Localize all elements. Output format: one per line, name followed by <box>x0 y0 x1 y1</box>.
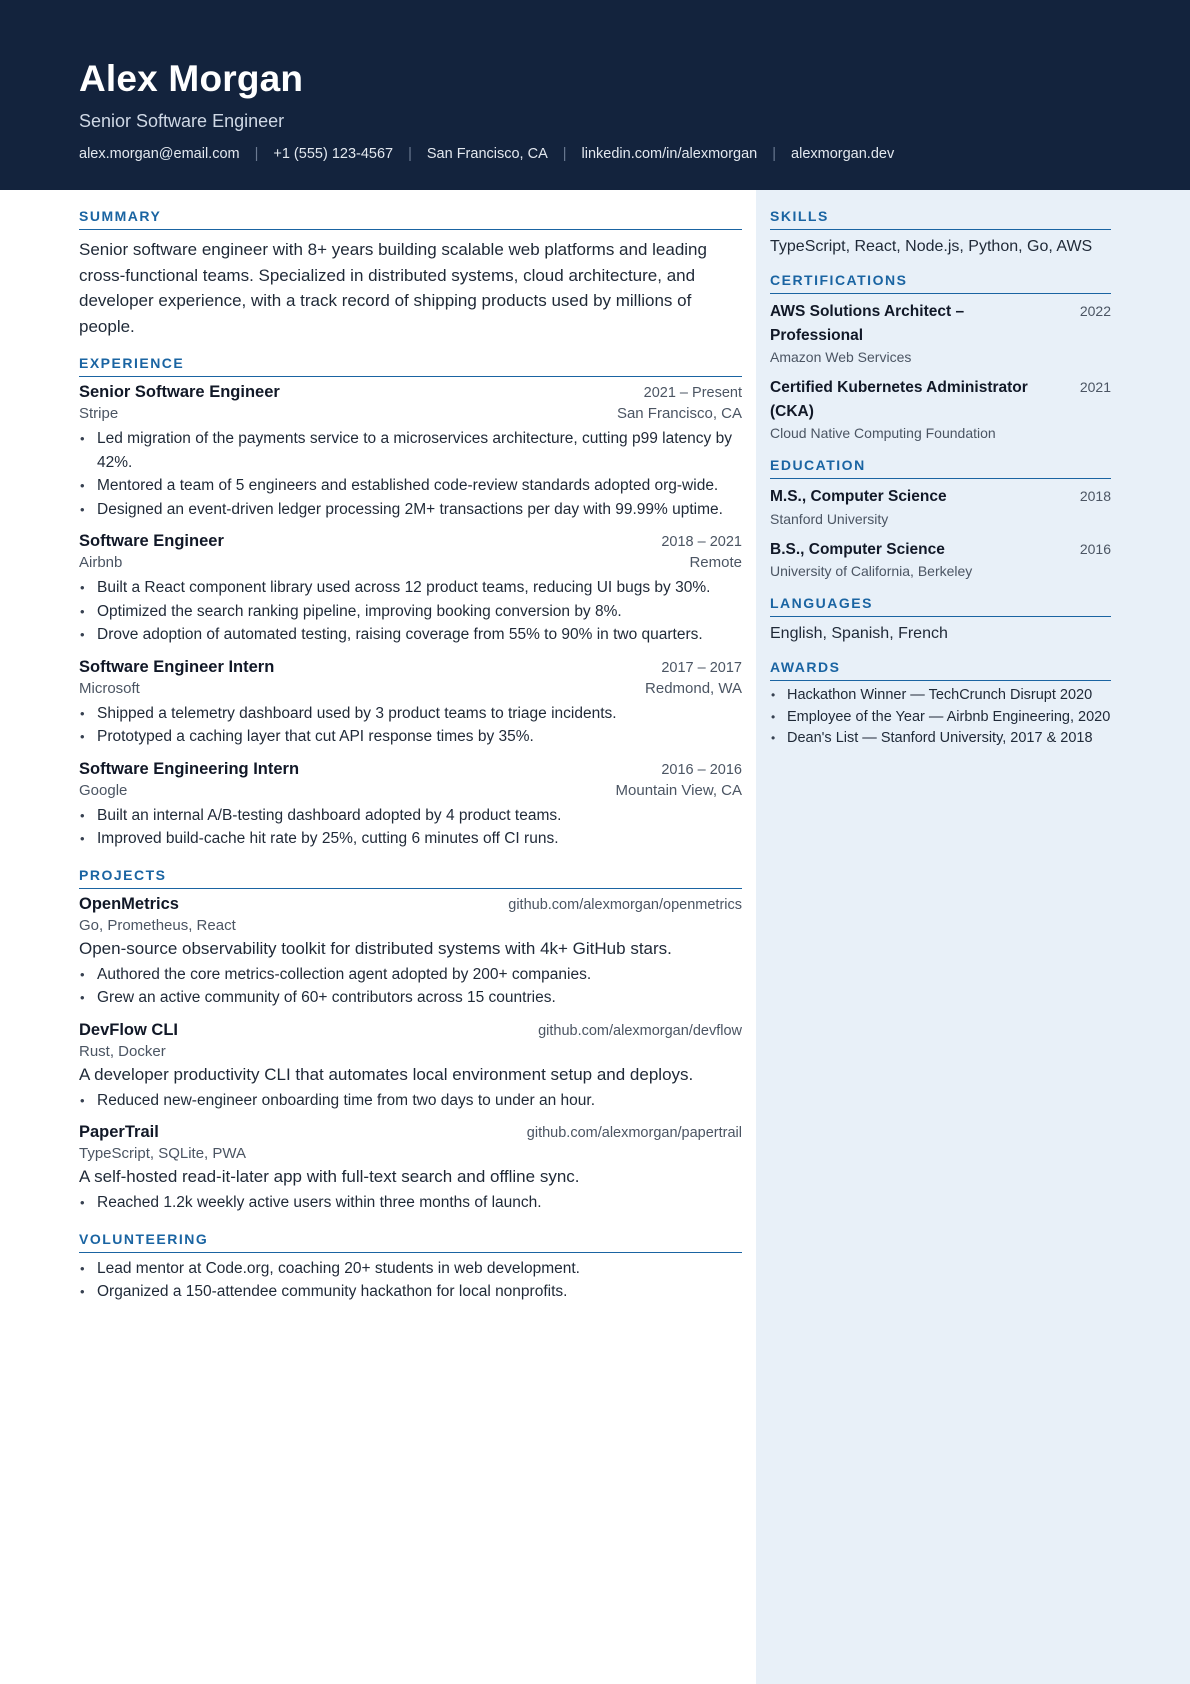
section-heading: SUMMARY <box>79 208 742 230</box>
certification-year: 2021 <box>1079 379 1111 395</box>
education-year: 2016 <box>1079 540 1111 557</box>
education-entry <box>770 485 1111 529</box>
job-entry <box>79 758 742 851</box>
certification-name: AWS Solutions Architect – Professional <box>770 303 965 344</box>
certifications-section <box>770 272 1111 443</box>
resume-header <box>0 0 1190 190</box>
project-name: DevFlow CLI <box>79 1020 179 1039</box>
job-entry <box>79 530 742 647</box>
contact-separator: | <box>408 146 412 162</box>
candidate-title: Senior Software Engineer <box>79 111 285 131</box>
skills-text: TypeScript, React, Node.js, Python, Go, AWS <box>770 238 1093 255</box>
bullet-item: • Drove adoption of automated testing, raising coverage from 55% to 90% in two quarters. <box>79 623 742 647</box>
section-heading: VOLUNTEERING <box>79 1231 742 1253</box>
contact-location: San Francisco, CA <box>426 146 548 162</box>
certification-entry <box>770 300 1111 367</box>
job-company: Airbnb <box>79 554 123 571</box>
bullet-item: • Grew an active community of 60+ contributors across 15 countries. <box>79 986 742 1010</box>
contact-bar <box>79 145 1190 163</box>
side-column <box>770 190 1111 750</box>
contact-linkedin[interactable]: linkedin.com/in/alexmorgan <box>581 146 758 162</box>
job-entry <box>79 656 742 749</box>
certification-issuer: Cloud Native Computing Foundation <box>770 425 996 441</box>
bullet-item: • Built an internal A/B-testing dashboard adopted by 4 product teams. <box>79 804 742 828</box>
job-bullets <box>79 427 742 521</box>
bullet-item: • Organized a 150-attendee community hackathon for local nonprofits. <box>79 1280 742 1304</box>
job-company: Stripe <box>79 405 119 422</box>
project-stack: Rust, Docker <box>79 1042 166 1060</box>
section-heading: CERTIFICATIONS <box>770 272 1111 294</box>
project-bullets <box>79 1089 742 1113</box>
bullet-item: • Improved build-cache hit rate by 25%, cutting 6 minutes off CI runs. <box>79 827 742 851</box>
project-description: A developer productivity CLI that automates local environment setup and deploys. <box>79 1064 694 1084</box>
award-item: • Employee of the Year — Airbnb Engineering, 2020 <box>770 707 1111 729</box>
project-stack: TypeScript, SQLite, PWA <box>79 1145 246 1162</box>
project-name: OpenMetrics <box>79 894 179 913</box>
bullet-item: • Authored the core metrics-collection agent adopted by 200+ companies. <box>79 963 742 987</box>
education-degree: M.S., Computer Science <box>770 488 947 505</box>
awards-section <box>770 659 1111 750</box>
bullet-item: • Led migration of the payments service to a microservices architecture, cutting p99 latency by 42%. <box>79 427 742 474</box>
certification-issuer: Amazon Web Services <box>770 349 912 365</box>
project-link[interactable]: github.com/alexmorgan/devflow <box>538 1022 742 1039</box>
summary-text: Senior software engineer with 8+ years building scalable web platforms and leading cross-functional teams. Specialized in distributed systems, cloud architecture, and developer experience, with a track record of shipping products used by millions of people. <box>79 240 707 336</box>
education-degree: B.S., Computer Science <box>770 540 945 558</box>
section-heading: EXPERIENCE <box>79 355 742 377</box>
job-location: Mountain View, CA <box>615 781 742 799</box>
award-item: • Dean's List — Stanford University, 2017 & 2018 <box>770 728 1111 750</box>
project-entry <box>79 893 742 1010</box>
project-entry <box>79 1121 742 1215</box>
job-dates: 2016 – 2016 <box>661 761 742 778</box>
education-section <box>770 457 1111 581</box>
contact-separator: | <box>562 146 567 162</box>
job-bullets <box>79 804 742 851</box>
contact-separator: | <box>772 146 777 162</box>
section-heading: EDUCATION <box>770 457 1111 479</box>
bullet-item: • Designed an event-driven ledger processing 2M+ transactions per day with 99.99% uptime. <box>79 498 742 522</box>
job-dates: 2018 – 2021 <box>661 534 742 550</box>
job-title: Software Engineer Intern <box>79 657 275 676</box>
projects-section <box>79 867 742 1215</box>
languages-text: English, Spanish, French <box>770 625 948 642</box>
job-company: Microsoft <box>79 679 140 697</box>
bullet-item: • Mentored a team of 5 engineers and established code-review standards adopted org-wide. <box>79 474 742 498</box>
project-description: A self-hosted read-it-later app with full-text search and offline sync. <box>79 1167 580 1186</box>
bullet-item: • Shipped a telemetry dashboard used by 3 product teams to triage incidents. <box>79 702 742 726</box>
bullet-item: • Optimized the search ranking pipeline, improving booking conversion by 8%. <box>79 600 742 624</box>
education-school: Stanford University <box>770 510 889 527</box>
certification-name: Certified Kubernetes Administrator (CKA) <box>770 379 1028 420</box>
summary-section <box>79 208 742 339</box>
skills-section <box>770 208 1111 258</box>
job-title: Senior Software Engineer <box>79 383 280 401</box>
section-heading: AWARDS <box>770 659 1111 681</box>
experience-section <box>79 355 742 851</box>
bullet-item: • Built a React component library used across 12 product teams, reducing UI bugs by 30%. <box>79 576 742 600</box>
job-title: Software Engineering Intern <box>79 759 300 778</box>
job-location: Redmond, WA <box>645 679 742 697</box>
job-dates: 2021 – Present <box>643 385 742 401</box>
certification-entry <box>770 376 1111 443</box>
education-school: University of California, Berkeley <box>770 563 973 579</box>
job-location: Remote <box>689 554 742 571</box>
education-entry <box>770 538 1111 582</box>
award-item: • Hackathon Winner — TechCrunch Disrupt 2020 <box>770 685 1111 707</box>
job-entry <box>79 381 742 521</box>
project-bullets <box>79 1191 742 1215</box>
job-bullets <box>79 576 742 647</box>
volunteering-bullets <box>79 1257 742 1304</box>
project-bullets <box>79 963 742 1010</box>
project-entry <box>79 1019 742 1113</box>
contact-separator: | <box>254 146 259 162</box>
project-link[interactable]: github.com/alexmorgan/papertrail <box>526 1125 742 1141</box>
candidate-name: Alex Morgan <box>79 58 304 99</box>
project-stack: Go, Prometheus, React <box>79 916 236 934</box>
job-dates: 2017 – 2017 <box>661 659 742 676</box>
job-bullets <box>79 702 742 749</box>
project-description: Open-source observability toolkit for distributed systems with 4k+ GitHub stars. <box>79 938 672 958</box>
languages-section <box>770 595 1111 645</box>
contact-phone[interactable]: +1 (555) 123-4567 <box>273 146 394 162</box>
project-link[interactable]: github.com/alexmorgan/openmetrics <box>508 896 742 913</box>
main-column <box>79 190 742 1304</box>
contact-website[interactable]: alexmorgan.dev <box>791 146 895 162</box>
certification-year: 2022 <box>1079 303 1111 319</box>
bullet-item: • Reached 1.2k weekly active users within three months of launch. <box>79 1191 742 1215</box>
job-company: Google <box>79 781 128 799</box>
project-name: PaperTrail <box>79 1123 159 1141</box>
section-heading: LANGUAGES <box>770 595 1111 617</box>
bullet-item: • Lead mentor at Code.org, coaching 20+ students in web development. <box>79 1257 742 1281</box>
bullet-item: • Reduced new-engineer onboarding time from two days to under an hour. <box>79 1089 742 1113</box>
job-location: San Francisco, CA <box>616 405 742 422</box>
section-heading: SKILLS <box>770 208 1111 230</box>
education-year: 2018 <box>1079 488 1111 504</box>
job-title: Software Engineer <box>79 532 224 550</box>
contact-email[interactable]: alex.morgan@email.com <box>79 146 240 162</box>
volunteering-section <box>79 1231 742 1304</box>
bullet-item: • Prototyped a caching layer that cut API response times by 35%. <box>79 725 742 749</box>
section-heading: PROJECTS <box>79 867 742 889</box>
awards-list <box>770 685 1111 750</box>
